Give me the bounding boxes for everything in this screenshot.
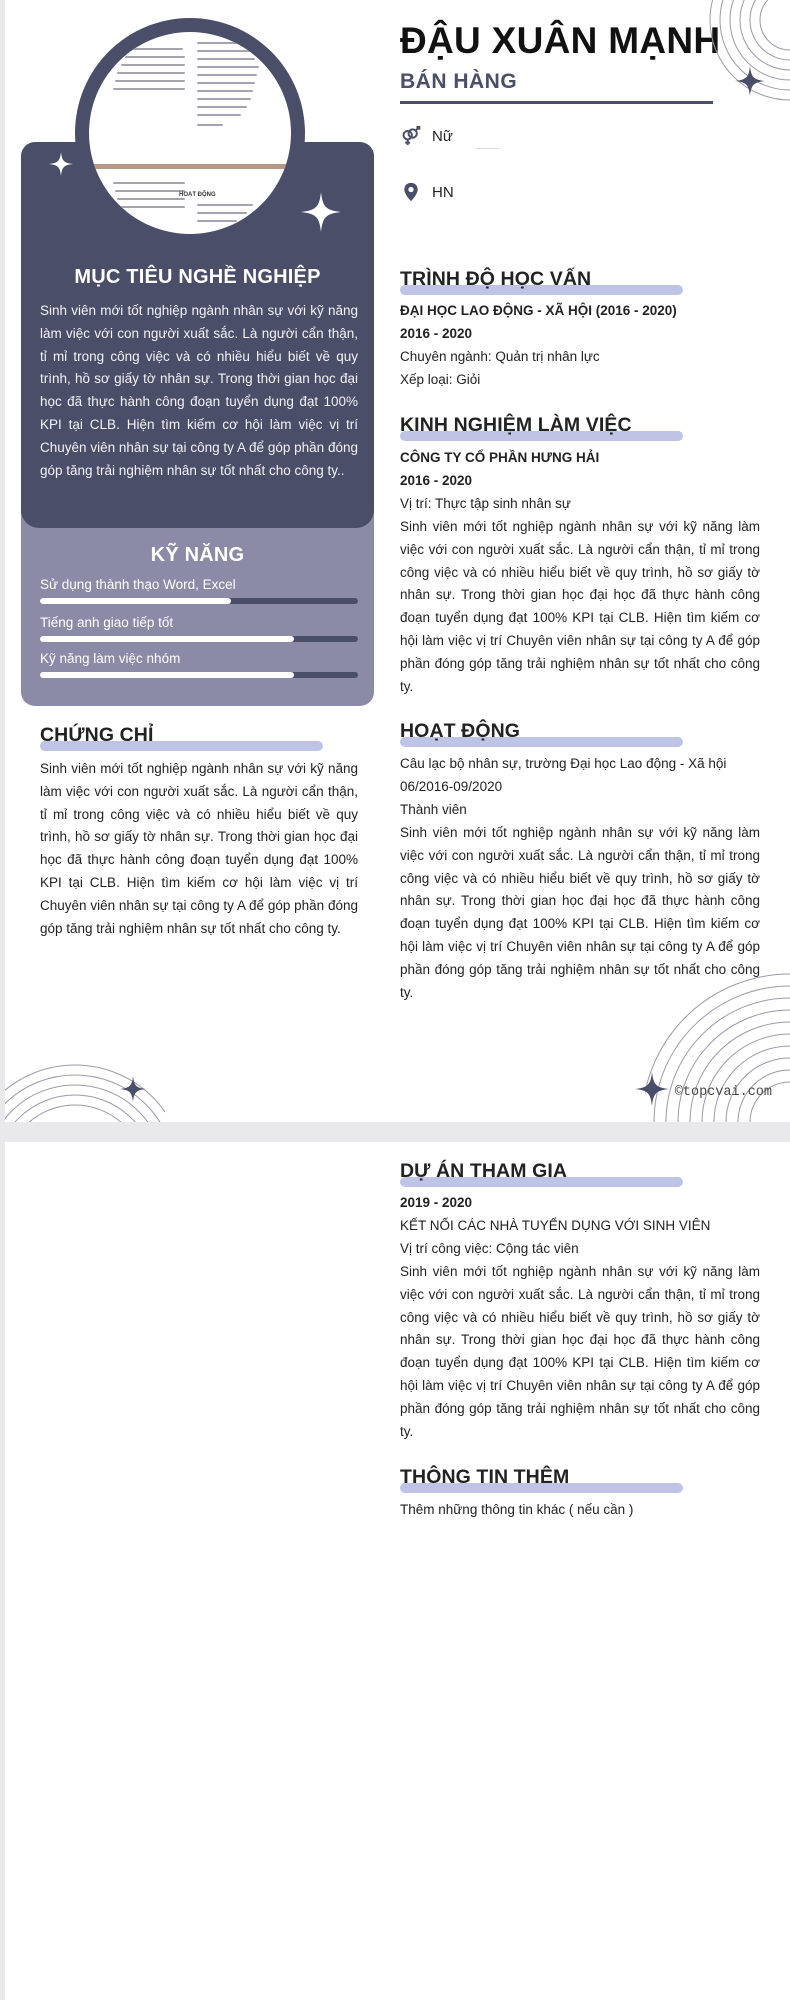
additional-title: THÔNG TIN THÊM bbox=[400, 1466, 569, 1489]
location-value: HN bbox=[432, 183, 454, 201]
experience-company: CÔNG TY CỔ PHẦN HƯNG HẢI bbox=[400, 450, 600, 465]
experience-title: KINH NGHIỆM LÀM VIỆC bbox=[400, 414, 632, 437]
watermark: ©topcvai.com bbox=[674, 1085, 772, 1100]
skills-title: KỸ NĂNG bbox=[150, 544, 245, 566]
projects-period: 2019 - 2020 bbox=[400, 1195, 473, 1210]
avatar-text-column-right bbox=[197, 32, 289, 234]
sparkle-icon bbox=[635, 1072, 669, 1106]
skill-label: Tiếng anh giao tiếp tốt bbox=[40, 615, 174, 630]
skill-level-fill bbox=[40, 598, 231, 604]
education-title: TRÌNH ĐỘ HỌC VẤN bbox=[400, 268, 591, 291]
activities-org: Câu lạc bộ nhân sự, trường Đại học Lao động - Xã hội bbox=[400, 756, 727, 771]
projects-name: KẾT NỐI CÁC NHÀ TUYỂN DỤNG VỚI SINH VIÊN bbox=[400, 1218, 711, 1233]
certificates-text: Sinh viên mới tốt nghiệp ngành nhân sự với kỹ năng làm việc với con người xuất sắc. Là người cẩn thận, tỉ mỉ trong công việc và có nhiều hiểu biết về quy trình, hồ sơ giấy tờ nhân sự. Trong thời gian học đại học đã thực hành công đoạn tuyển dụng đạt 100% KPI tại CLB. Hiện tìm kiếm cơ hội làm việc vị trí Chuyên viên nhân sự tại công ty A để góp phần đóng góp tăng trải nghiệm nhân sự tốt nhất cho công ty. bbox=[40, 761, 358, 936]
cv-page-2 bbox=[5, 1142, 790, 2000]
education-school: ĐẠI HỌC LAO ĐỘNG - XÃ HỘI (2016 - 2020) bbox=[400, 303, 677, 318]
projects-title: DỰ ÁN THAM GIA bbox=[400, 1160, 567, 1183]
additional-text: Thêm những thông tin khác ( nếu cần ) bbox=[400, 1502, 634, 1517]
objective-text: Sinh viên mới tốt nghiệp ngành nhân sự với kỹ năng làm việc với con người xuất sắc. Là người cẩn thận, tỉ mỉ trong công việc và có nhiều hiểu biết về quy trình, hồ sơ giấy tờ nhân sự. Trong thời gian học đại học đã thực hành công đoạn tuyển dụng đạt 100% KPI tại CLB. Hiện tìm kiếm cơ hội làm việc vị trí Chuyên viên nhân sự tại công ty A để góp phần đóng góp tăng trải nghiệm nhân sự tốt nhất cho công ty.. bbox=[40, 303, 358, 478]
objective-title: MỤC TIÊU NGHỀ NGHIỆP bbox=[74, 266, 321, 288]
projects-position: Vị trí công việc: Cộng tác viên bbox=[400, 1241, 579, 1256]
experience-text: Sinh viên mới tốt nghiệp ngành nhân sự với kỹ năng làm việc với con người xuất sắc. Là người cẩn thận, tỉ mỉ trong công việc và có nhiều hiểu biết về quy trình, hồ sơ giấy tờ nhân sự. Trong thời gian học đại học đã thực hành công đoạn tuyển dụng đạt 100% KPI tại CLB. Hiện tìm kiếm cơ hội làm việc vị trí Chuyên viên nhân sự tại công ty A để góp phần đóng góp tăng trải nghiệm nhân sự tốt nhất cho công ty. bbox=[400, 519, 760, 694]
activities-text: Sinh viên mới tốt nghiệp ngành nhân sự với kỹ năng làm việc với con người xuất sắc. Là người cẩn thận, tỉ mỉ trong công việc và có nhiều hiểu biết về quy trình, hồ sơ giấy tờ nhân sự. Trong thời gian học đại học đã thực hành công đoạn tuyển dụng đạt 100% KPI tại CLB. Hiện tìm kiếm cơ hội làm việc vị trí Chuyên viên nhân sự tại công ty A để góp phần đóng góp tăng trải nghiệm nhân sự tốt nhất cho công ty. bbox=[400, 825, 760, 1000]
role-divider bbox=[400, 101, 713, 104]
experience-period: 2016 - 2020 bbox=[400, 473, 473, 488]
activities-title: HOẠT ĐỘNG bbox=[400, 720, 520, 743]
skill-item bbox=[40, 576, 358, 604]
skill-item bbox=[40, 650, 358, 678]
experience-position: Vị trí: Thực tập sinh nhân sự bbox=[400, 496, 571, 511]
skill-label: Kỹ năng làm việc nhóm bbox=[40, 651, 181, 666]
sparkle-icon bbox=[735, 66, 765, 96]
gender-row bbox=[401, 126, 453, 146]
activities-period: 06/2016-09/2020 bbox=[400, 779, 503, 794]
projects-text: Sinh viên mới tốt nghiệp ngành nhân sự với kỹ năng làm việc với con người xuất sắc. Là người cẩn thận, tỉ mỉ trong công việc và có nhiều hiểu biết về quy trình, hồ sơ giấy tờ nhân sự. Trong thời gian học đại học đã thực hành công đoạn tuyển dụng đạt 100% KPI tại CLB. Hiện tìm kiếm cơ hội làm việc vị trí Chuyên viên nhân sự tại công ty A để góp phần đóng góp tăng trải nghiệm nhân sự tốt nhất cho công ty. bbox=[400, 1264, 760, 1439]
avatar-text-column-left bbox=[103, 32, 195, 234]
skill-label: Sử dụng thành thạo Word, Excel bbox=[40, 577, 236, 592]
skill-level-fill bbox=[40, 672, 294, 678]
avatar bbox=[89, 32, 291, 234]
gender-icon bbox=[401, 126, 421, 146]
sparkle-icon bbox=[120, 1076, 146, 1102]
certificates-title: CHỨNG CHỈ bbox=[40, 724, 154, 747]
skill-level-track bbox=[40, 636, 358, 642]
education-grade: Xếp loại: Giỏi bbox=[400, 372, 481, 387]
cv-page-1 bbox=[5, 0, 790, 1122]
divider bbox=[475, 148, 500, 149]
education-major: Chuyên ngành: Quản trị nhân lực bbox=[400, 349, 600, 364]
activities-role: Thành viên bbox=[400, 802, 467, 817]
skill-level-track bbox=[40, 672, 358, 678]
location-pin-icon bbox=[401, 182, 421, 202]
avatar-accent-bar bbox=[89, 164, 291, 169]
sparkle-icon bbox=[49, 152, 73, 176]
education-period: 2016 - 2020 bbox=[400, 326, 473, 341]
skill-item bbox=[40, 614, 358, 642]
gender-value: Nữ bbox=[432, 127, 453, 145]
avatar-mini-heading: HOẠT ĐỘNG bbox=[179, 192, 216, 198]
location-row bbox=[401, 182, 454, 202]
skill-level-track bbox=[40, 598, 358, 604]
candidate-role: BÁN HÀNG bbox=[400, 70, 518, 93]
candidate-name: ĐẬU XUÂN MẠNH bbox=[400, 20, 721, 61]
sparkle-icon bbox=[301, 192, 341, 232]
skill-level-fill bbox=[40, 636, 294, 642]
